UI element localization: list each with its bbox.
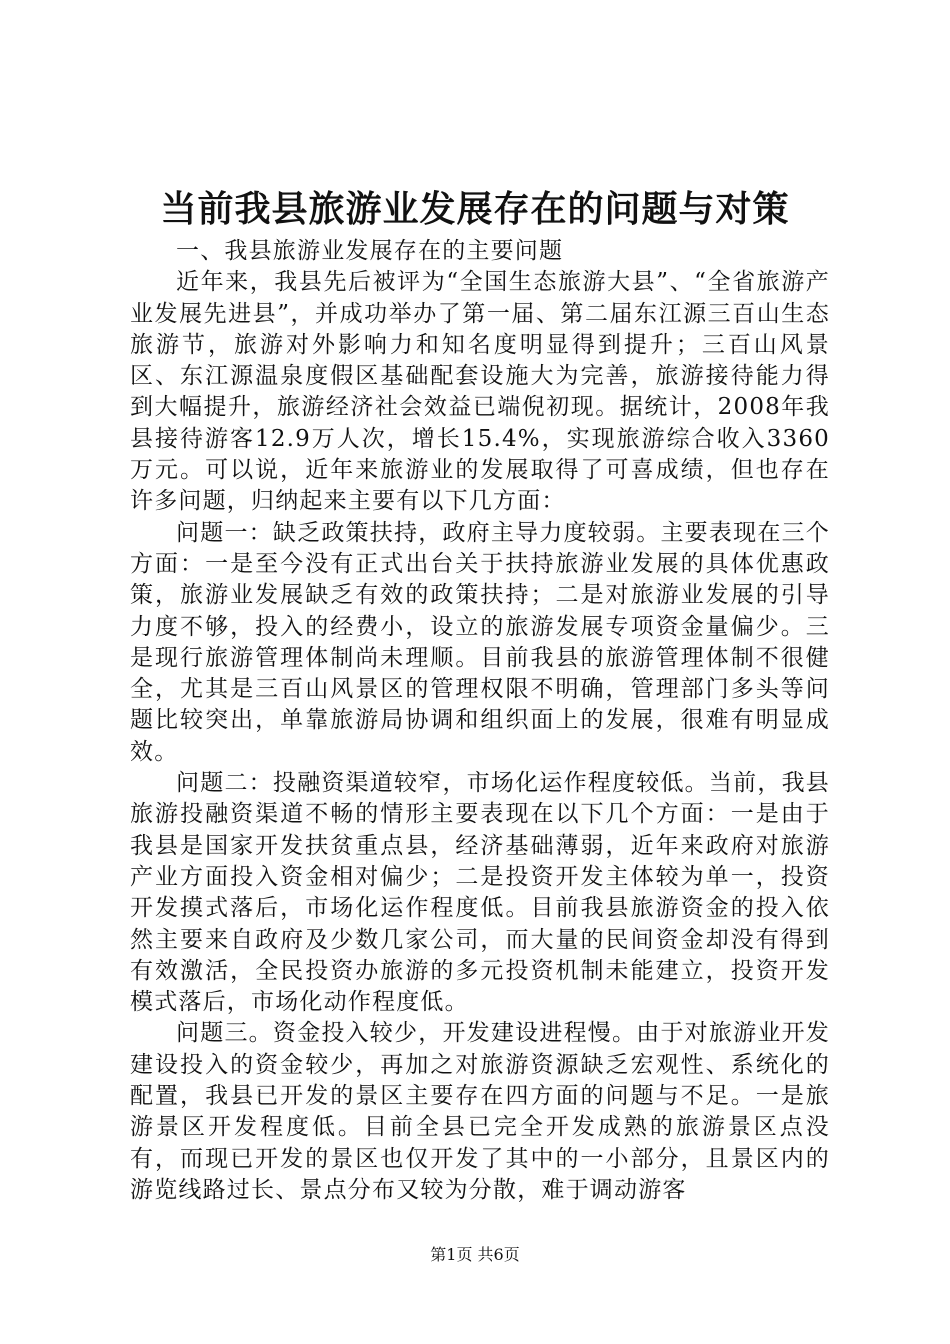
paragraph-problem-one: 问题一：缺乏政策扶持，政府主导力度较弱。主要表现在三个方面：一是至今没有正式出台关于扶持旅游业发展的具体优惠政策，旅游业发展缺乏有效的政策扶持；二是对旅游业发展的引导力度不够，投入的经费小，设立的旅游发展专项资金量偏少。三是现行旅游管理体制尚未理顺。目前我县的旅游管理体制不很健全，尤其是三百山风景区的管理权限不明确，管理部门多头等问题比较突出，单靠旅游局协调和组织面上的发展，很难有明显成效。 (130, 519, 830, 765)
document-title: 当前我县旅游业发展存在的问题与对策 (160, 188, 790, 230)
paragraph-problem-two: 问题二：投融资渠道较窄，市场化运作程度较低。当前，我县旅游投融资渠道不畅的情形主要表现在以下几个方面：一是由于我县是国家开发扶贫重点县，经济基础薄弱，近年来政府对旅游产业方面投入资金相对偏少；二是投资开发主体较为单一，投资开发摸式落后，市场化运作程度低。目前我县旅游资金的投入依然主要来自政府及少数几家公司，而大量的民间资金却没有得到有效激活，全民投资办旅游的多元投资机制未能建立，投资开发模式落后，市场化动作程度低。 (130, 770, 830, 1016)
paragraph-problem-three: 问题三。资金投入较少，开发建设进程慢。由于对旅游业开发建设投入的资金较少，再加之对旅游资源缺乏宏观性、系统化的配置，我县已开发的景区主要存在四方面的问题与不足。一是旅游景区开发程度低。目前全县已完全开发成熟的旅游景区点没有，而现已开发的景区也仅开发了其中的一小部分，且景区内的游览线路过长、景点分布又较为分散，难于调动游客 (130, 1020, 830, 1203)
section-heading: 一、我县旅游业发展存在的主要问题 (176, 238, 564, 264)
paragraph-overview: 近年来，我县先后被评为“全国生态旅游大县”、“全省旅游产业发展先进县”，并成功举办了第一届、第二届东江源三百山生态旅游节，旅游对外影响力和知名度明显得到提升；三百山风景区、东江源温泉度假区基础配套设施大为完善，旅游接待能力得到大幅提升，旅游经济社会效益已端倪初现。据统计，2008年我县接待游客12.9万人次，增长15.4%，实现旅游综合收入3360万元。可以说，近年来旅游业的发展取得了可喜成绩，但也存在许多问题，归纳起来主要有以下几方面： (130, 269, 830, 515)
page-number-footer: 第1页 共6页 (430, 1245, 520, 1264)
document-body (130, 236, 830, 1206)
